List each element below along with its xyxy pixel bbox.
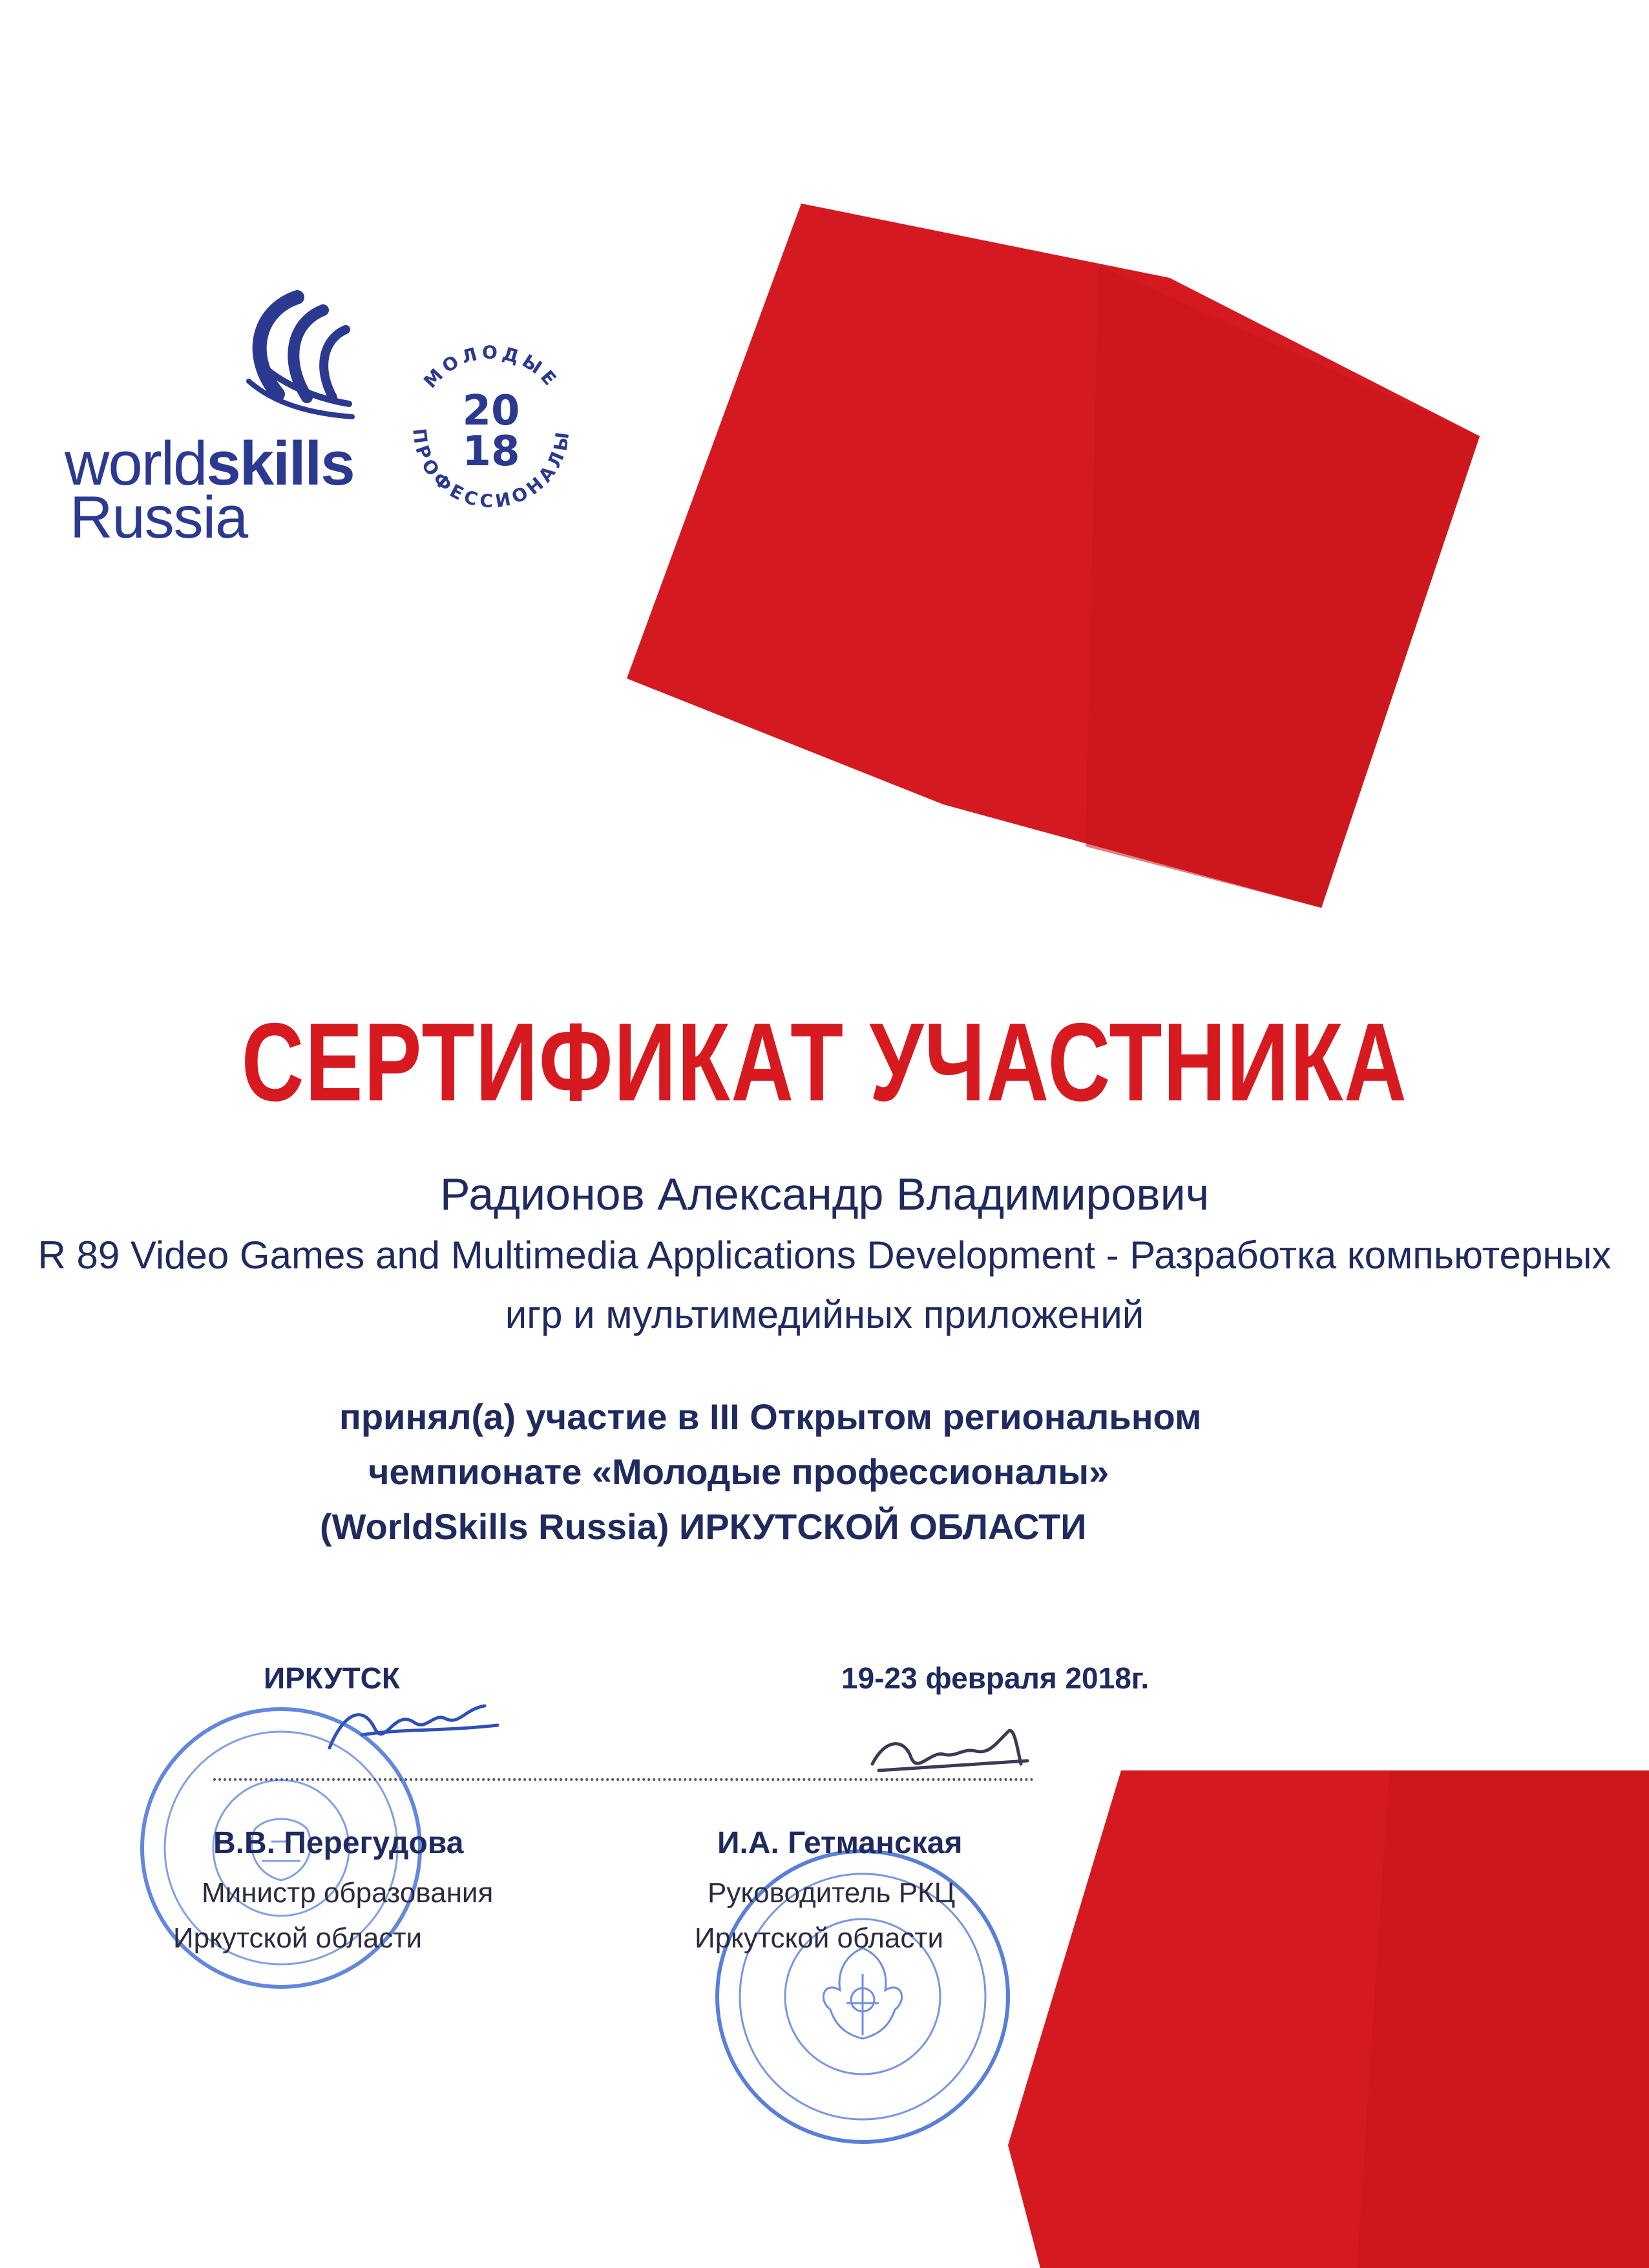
- red-hexagon-top-shade: [1086, 265, 1480, 908]
- worldskills-word-skills: skills: [206, 429, 354, 498]
- signer-left-role-line-2: Иркутской области: [173, 1922, 423, 1954]
- worldskills-word-russia: Russia: [70, 485, 248, 551]
- skill-line-2: игр и мультимедийных приложений: [505, 1293, 1144, 1336]
- worldskills-swoosh-icon: [220, 284, 368, 433]
- signature-right: [859, 1712, 1040, 1783]
- young-pros-year-bottom: 18: [462, 428, 520, 476]
- young-pros-ring-top: МОЛОДЫЕ: [419, 341, 563, 393]
- signer-left-name: В.В. Перегудова: [213, 1826, 464, 1860]
- city-label: ИРКУТСК: [264, 1661, 400, 1695]
- young-pros-ring-bottom: ПРОФЕССИОНАЛЫ: [408, 426, 574, 512]
- participation-line-1: принял(а) участие в III Открытом региональном: [339, 1396, 1202, 1437]
- signature-left: [323, 1690, 504, 1767]
- red-hexagon-bottom: [1008, 1770, 1649, 2268]
- young-pros-year-top: 20: [462, 387, 520, 435]
- worldskills-logo: [65, 284, 362, 551]
- red-hexagon-bottom-shade: [1357, 1770, 1649, 2268]
- skill-line-1: R 89 Video Games and Multimedia Applications Development - Разработка компьютерных: [37, 1234, 1612, 1277]
- certificate-title: СЕРТИФИКАТ УЧАСТНИКА: [241, 1000, 1408, 1124]
- signer-right-name: И.А. Гетманская: [717, 1826, 963, 1860]
- double-eagle-icon: [823, 1948, 901, 2039]
- worldskills-word-world: world: [65, 429, 207, 498]
- participation-line-3: (WorldSkills Russia) ИРКУТСКОЙ ОБЛАСТИ: [320, 1506, 1087, 1547]
- recipient-name: Радионов Александр Владимирович: [439, 1169, 1210, 1219]
- red-hexagon-top: [627, 204, 1480, 908]
- young-professionals-logo: [394, 333, 588, 527]
- signer-right-role-line-1: Руководитель РКЦ: [708, 1877, 956, 1909]
- signer-right-role-line-2: Иркутской области: [695, 1922, 944, 1954]
- signer-left-role-line-1: Министр образования: [202, 1877, 494, 1909]
- participation-line-2: чемпионате «Молодые профессионалы»: [368, 1451, 1109, 1492]
- event-dates: 19-23 февраля 2018г.: [841, 1661, 1150, 1695]
